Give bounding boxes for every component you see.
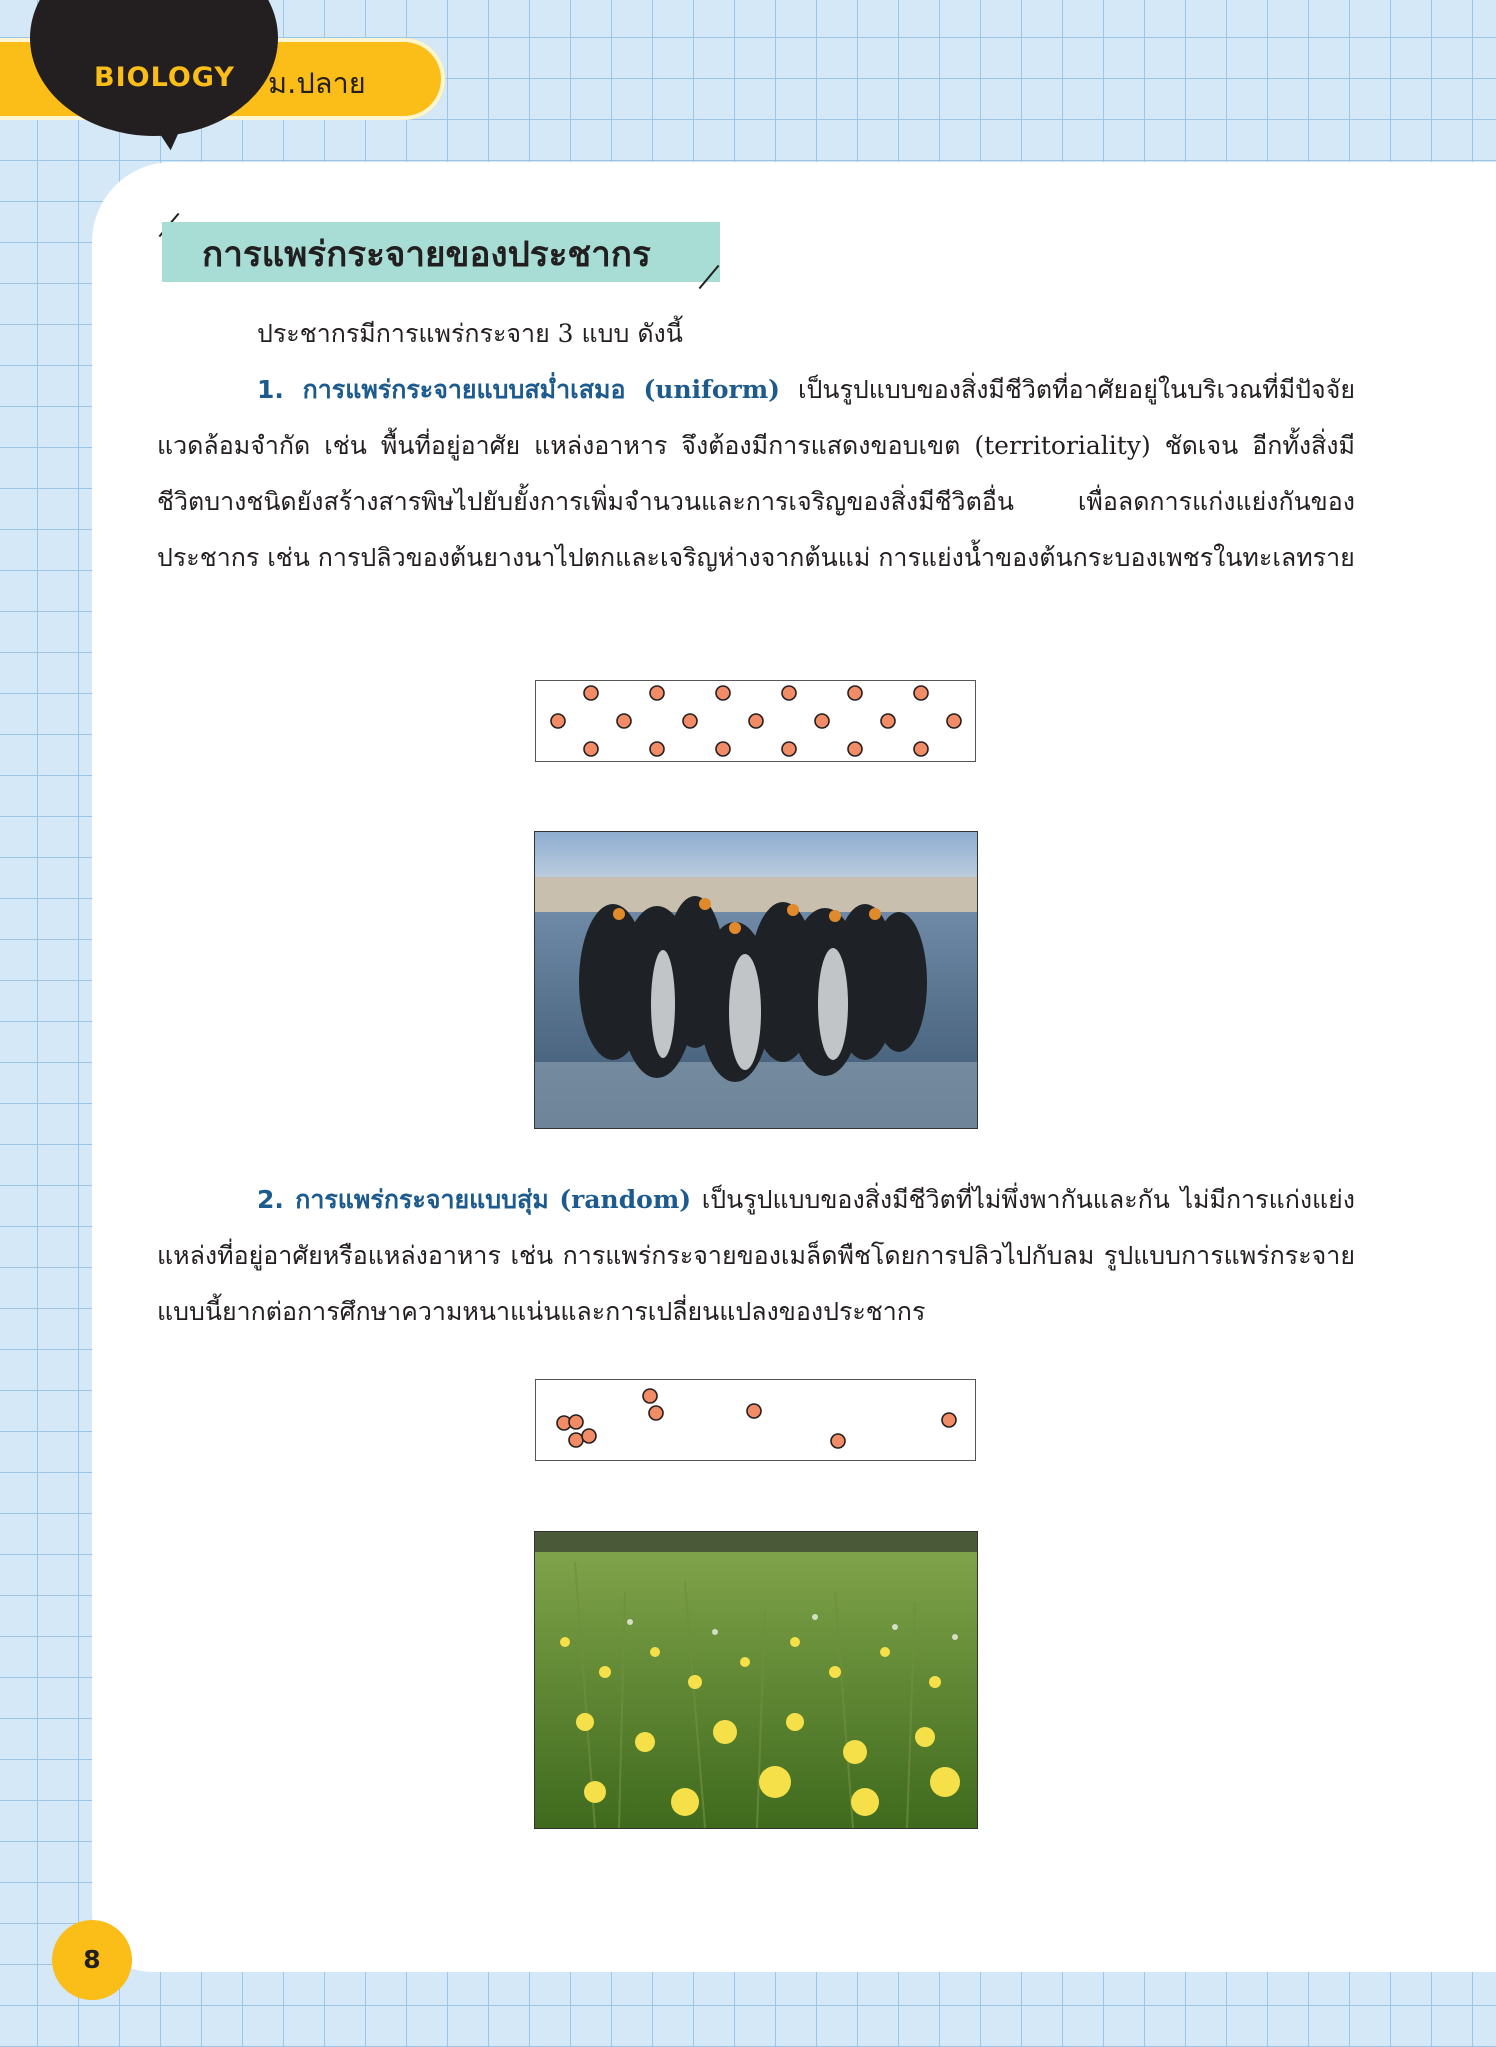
random-body: เป็นรูปแบบของสิ่งมีชีวิตที่ไม่พึ่งพากันและกัน ไม่มีการแก่งแย่งแหล่งที่อยู่อาศัยหรือแหล่งอาหาร เช่น การแพร่กระจายของเมล็ดพืชโดยการปลิวไปกับลม รูปแบบการแพร่กระจายแบบนี้ยากต่อการศึกษาความหนาแน่นและการเปลี่ยนแปลงของประชากร [157, 1185, 1356, 1326]
organism-dot [582, 1429, 596, 1443]
organism-dot [584, 686, 598, 700]
page-number: 8 [52, 1920, 132, 2000]
penguins-photo [534, 831, 978, 1129]
section-title-box [162, 222, 720, 282]
organism-dot [650, 742, 664, 756]
random-distribution-diagram [535, 1379, 976, 1461]
organism-dot [831, 1434, 845, 1448]
organism-dot [683, 714, 697, 728]
level-label: ม.ปลาย [268, 66, 366, 100]
organism-dot [551, 714, 565, 728]
organism-dot [848, 742, 862, 756]
organism-dot [716, 686, 730, 700]
uniform-heading: 1. การแพร่กระจายแบบสม่ำเสมอ [257, 375, 626, 404]
organism-dot [881, 714, 895, 728]
organism-dot [649, 1406, 663, 1420]
organism-dot [914, 686, 928, 700]
organism-dot [716, 742, 730, 756]
intro-paragraph [157, 306, 1355, 362]
organism-dot [569, 1433, 583, 1447]
organism-dot [782, 686, 796, 700]
organism-dot [749, 714, 763, 728]
speech-bubble-tail [148, 109, 195, 152]
uniform-paragraph [157, 362, 1355, 586]
subject-label: BIOLOGY [94, 62, 235, 93]
uniform-body: เป็นรูปแบบของสิ่งมีชีวิตที่อาศัยอยู่ในบริเวณที่มีปัจจัยแวดล้อมจำกัด เช่น พื้นที่อยู่อาศัย แหล่งอาหาร จึงต้องมีการแสดงขอบเขต (territoriality) ชัดเจน อีกทั้งสิ่งมีชีวิตบางชนิดยังสร้างสารพิษไปยับยั้งการเพิ่มจำนวนและการเจริญของสิ่งมีชีวิตอื่น เพื่อลดการแก่งแย่งกันของประชากร เช่น การปลิวของต้นยางนาไปตกและเจริญห่างจากต้นแม่ การแย่งน้ำของต้นกระบองเพชรในทะเลทราย [157, 375, 1355, 572]
random-heading-en: (random) [559, 1185, 692, 1214]
organism-dot [815, 714, 829, 728]
organism-dot [747, 1404, 761, 1418]
random-heading: 2. การแพร่กระจายแบบสุ่ม [257, 1185, 549, 1214]
organism-dot [942, 1413, 956, 1427]
dandelion-meadow-photo [534, 1531, 978, 1829]
organism-dot [617, 714, 631, 728]
organism-dot [584, 742, 598, 756]
organism-dot [914, 742, 928, 756]
organism-dot [947, 714, 961, 728]
organism-dot [848, 686, 862, 700]
uniform-heading-en: (uniform) [643, 375, 781, 404]
section-title: การแพร่กระจายของประชากร [202, 235, 651, 275]
organism-dot [569, 1415, 583, 1429]
organism-dot [650, 686, 664, 700]
organism-dot [782, 742, 796, 756]
uniform-distribution-diagram [535, 680, 976, 762]
random-paragraph [157, 1172, 1355, 1340]
intro-text: ประชากรมีการแพร่กระจาย 3 แบบ ดังนี้ [257, 319, 683, 348]
organism-dot [643, 1389, 657, 1403]
